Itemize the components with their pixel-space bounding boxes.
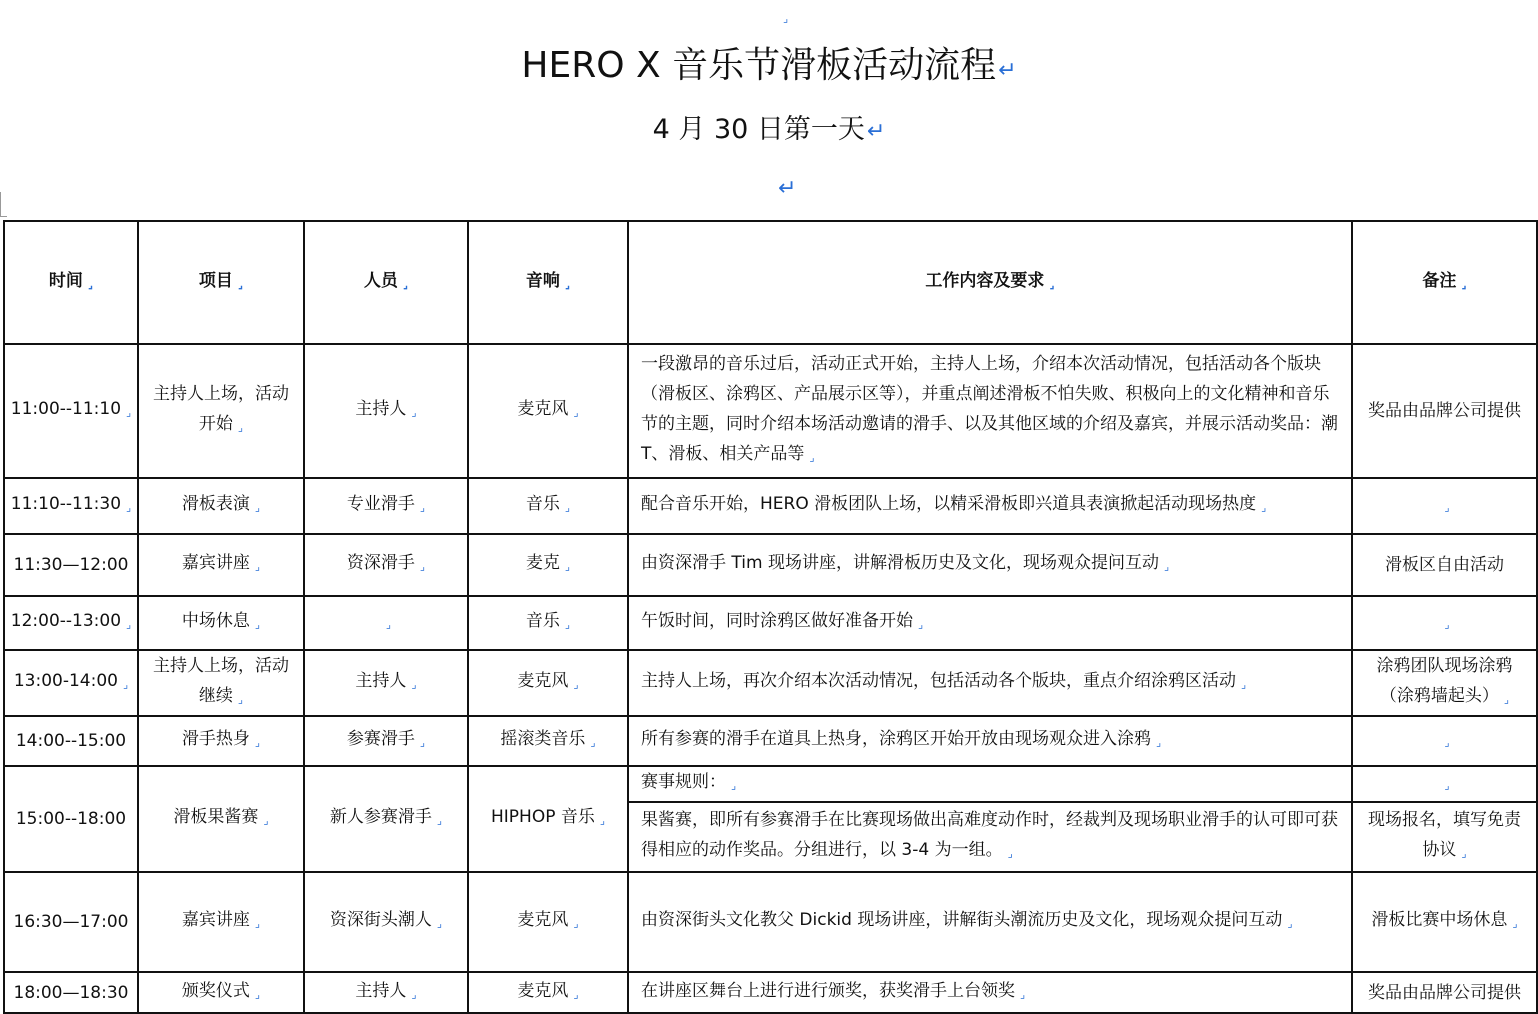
cell-end-mark: ⌟ — [254, 501, 261, 514]
cell-end-mark: ⌟ — [1461, 277, 1467, 291]
cell-end-mark: ⌟ — [254, 987, 261, 1001]
cell-text: 涂鸦团队现场涂鸦（涂鸦墙起头） — [1376, 656, 1513, 706]
cell-end-mark: ⌟ — [122, 678, 129, 691]
cell-end-mark: ⌟ — [731, 779, 737, 792]
cell-note — [1352, 802, 1537, 872]
cell-end-mark: ⌟ — [1049, 277, 1055, 291]
paragraph-mark: ↵ — [778, 176, 797, 201]
table-row — [4, 478, 1537, 534]
schedule-table — [3, 220, 1538, 1014]
cell-end-mark: ⌟ — [411, 678, 417, 691]
cell-end-mark: ⌟ — [263, 814, 269, 827]
cell-staff — [304, 534, 468, 596]
table-row — [4, 650, 1537, 716]
cell-end-mark: ⌟ — [564, 277, 571, 291]
cell-staff — [304, 596, 468, 650]
paragraph-mark: ⌟ — [783, 12, 789, 25]
cell-content — [628, 534, 1352, 596]
cell-content — [628, 716, 1352, 766]
cell-end-mark: ⌟ — [599, 814, 606, 827]
cell-text: 人员 — [363, 270, 398, 291]
cell-time — [4, 716, 138, 766]
cell-text: 主持人 — [355, 399, 407, 419]
cell-text: 午饭时间，同时涂鸦区做好准备开始 — [641, 611, 913, 631]
cell-audio — [468, 650, 628, 716]
cell-text: 滑板表演 — [181, 494, 250, 514]
cell-end-mark: ⌟ — [573, 406, 579, 419]
cell-text: 13:00-14:00 — [13, 671, 118, 691]
cell-text: 资深街头潮人 — [329, 910, 432, 930]
cell-end-mark: ⌟ — [1007, 847, 1013, 860]
cell-end-mark: ⌟ — [1261, 501, 1267, 514]
cell-end-mark: ⌟ — [1163, 560, 1170, 573]
cell-text: 麦克 — [525, 553, 560, 573]
cell-end-mark: ⌟ — [1444, 618, 1450, 631]
cell-text: HIPHOP 音乐 — [490, 807, 595, 827]
cell-content — [628, 344, 1352, 478]
cell-end-mark: ⌟ — [809, 451, 815, 464]
cell-text: 11:00--11:10 — [10, 399, 122, 419]
table-row — [4, 596, 1537, 650]
document-title — [0, 44, 1538, 93]
cell-item — [138, 478, 304, 534]
cell-text: 专业滑手 — [346, 494, 415, 514]
cell-end-mark: ⌟ — [1241, 678, 1247, 691]
cell-end-mark: ⌟ — [1461, 847, 1467, 860]
cell-text: 16:30—17:00 — [13, 912, 129, 932]
cell-text: 一段激昂的音乐过后，活动正式开始，主持人上场，介绍本次活动情况，包括活动各个版块（滑板区、涂鸦区、产品展示区等），并重点阐述滑板不怕失败、积极向上的文化精神和音乐节的主题，同时介绍本场活动邀请的滑手、以及其他区域的介绍及嘉宾，并展示活动奖品：潮 T、滑板、相关产品等 — [641, 354, 1338, 464]
cell-audio — [468, 766, 628, 872]
cell-end-mark: ⌟ — [411, 406, 417, 419]
cell-end-mark: ⌟ — [254, 917, 261, 930]
cell-text: 14:00--15:00 — [15, 731, 127, 751]
cell-audio — [468, 716, 628, 766]
cell-time — [4, 872, 138, 972]
cell-staff — [304, 650, 468, 716]
cell-text: 奖品由品牌公司提供 — [1368, 982, 1521, 1003]
cell-text: 奖品由品牌公司提供 — [1368, 401, 1521, 421]
cell-end-mark: ⌟ — [419, 501, 426, 514]
table-row — [4, 344, 1537, 478]
paragraph-mark: ↵ — [998, 58, 1017, 83]
cell-text: 主持人上场，活动继续 — [153, 656, 289, 706]
cell-text: 嘉宾讲座 — [181, 553, 250, 573]
cell-text: 由资深街头文化教父 Dickid 现场讲座，讲解街头潮流历史及文化，现场观众提问互动 — [641, 910, 1283, 930]
cell-text: 滑板比赛中场休息 — [1371, 910, 1508, 930]
cell-note — [1352, 534, 1537, 596]
cell-end-mark: ⌟ — [590, 736, 596, 749]
cell-text: 赛事规则： — [641, 772, 726, 792]
cell-end-mark: ⌟ — [254, 618, 261, 631]
header-staff — [304, 221, 468, 344]
cell-item — [138, 872, 304, 972]
cell-end-mark: ⌟ — [1287, 917, 1293, 930]
cell-text: 参赛滑手 — [346, 729, 415, 749]
table-row — [4, 534, 1537, 596]
cell-note — [1352, 872, 1537, 972]
cell-content — [628, 478, 1352, 534]
table-row — [4, 972, 1537, 1013]
table-row — [4, 716, 1537, 766]
cell-text: 颁奖仪式 — [181, 980, 250, 1001]
header-audio — [468, 221, 628, 344]
cell-end-mark: ⌟ — [402, 277, 409, 291]
cell-audio — [468, 596, 628, 650]
cell-time — [4, 534, 138, 596]
cell-text: 备注 — [1422, 270, 1457, 291]
cell-end-mark: ⌟ — [436, 917, 443, 930]
cell-text: 麦克风 — [517, 671, 569, 691]
cell-content — [628, 872, 1352, 972]
cell-end-mark: ⌟ — [237, 421, 244, 434]
cell-text: 配合音乐开始，HERO 滑板团队上场，以精采滑板即兴道具表演掀起活动现场热度 — [641, 494, 1257, 514]
cell-end-mark: ⌟ — [1444, 736, 1450, 749]
cell-text: 资深滑手 — [346, 553, 415, 573]
cell-text: 11:10--11:30 — [10, 494, 122, 514]
cell-end-mark: ⌟ — [419, 560, 426, 573]
cell-content — [628, 596, 1352, 650]
cell-staff — [304, 344, 468, 478]
cell-content — [628, 650, 1352, 716]
header-time — [4, 221, 138, 344]
cell-text: 中场休息 — [181, 611, 250, 631]
cell-text: 现场报名，填写免责协议 — [1368, 810, 1521, 860]
cell-item — [138, 596, 304, 650]
cell-text: 滑板果酱赛 — [173, 807, 259, 827]
cell-end-mark: ⌟ — [564, 618, 571, 631]
cell-text: 嘉宾讲座 — [181, 910, 250, 930]
cell-end-mark: ⌟ — [918, 618, 924, 631]
table-header-row — [4, 221, 1537, 344]
cell-text: 主持人 — [355, 671, 407, 691]
cell-text: 15:00--18:00 — [15, 809, 127, 829]
table-row — [4, 872, 1537, 972]
cell-end-mark: ⌟ — [1512, 917, 1518, 930]
cell-end-mark: ⌟ — [1156, 736, 1162, 749]
cell-text: 项目 — [198, 270, 233, 291]
header-note — [1352, 221, 1537, 344]
cell-item — [138, 766, 304, 872]
cell-time — [4, 344, 138, 478]
cell-time — [4, 972, 138, 1013]
cell-text: 麦克风 — [517, 980, 569, 1001]
cell-text: 麦克风 — [517, 399, 569, 419]
cell-text: 新人参赛滑手 — [329, 807, 432, 827]
cell-note — [1352, 716, 1537, 766]
cell-end-mark: ⌟ — [254, 736, 261, 749]
cell-text: 主持人 — [355, 980, 407, 1001]
cell-end-mark: ⌟ — [573, 678, 579, 691]
table-row — [4, 766, 1537, 802]
cell-text: 音乐 — [525, 494, 560, 514]
cell-end-mark: ⌟ — [573, 987, 579, 1001]
cell-audio — [468, 534, 628, 596]
cell-staff — [304, 716, 468, 766]
cell-text: 主持人上场，活动开始 — [153, 384, 289, 434]
cell-audio — [468, 478, 628, 534]
cell-staff — [304, 872, 468, 972]
cell-end-mark: ⌟ — [419, 736, 426, 749]
cell-text: 果酱赛，即所有参赛滑手在比赛现场做出高难度动作时，经裁判及现场职业滑手的认可即可获得相应的动作奖品。分组进行，以 3-4 为一组。 — [641, 810, 1338, 860]
cell-text: 12:00--13:00 — [10, 611, 122, 631]
cell-end-mark: ⌟ — [126, 406, 132, 419]
cell-item — [138, 344, 304, 478]
cell-end-mark: ⌟ — [411, 987, 417, 1001]
cell-end-mark: ⌟ — [564, 501, 571, 514]
cell-audio — [468, 872, 628, 972]
cell-end-mark: ⌟ — [1444, 501, 1450, 514]
document-subtitle — [0, 112, 1538, 150]
header-item — [138, 221, 304, 344]
cell-end-mark: ⌟ — [1503, 693, 1510, 706]
cell-end-mark: ⌟ — [573, 917, 579, 930]
cell-end-mark: ⌟ — [436, 814, 443, 827]
cell-text: 工作内容及要求 — [925, 270, 1045, 291]
cell-content-rules — [628, 766, 1352, 802]
cell-text: 主持人上场，再次介绍本次活动情况，包括活动各个版块，重点介绍涂鸦区活动 — [641, 671, 1236, 691]
cell-note — [1352, 344, 1537, 478]
cell-audio — [468, 972, 628, 1013]
cell-item — [138, 650, 304, 716]
cell-end-mark: ⌟ — [385, 618, 392, 631]
cell-text: 滑手热身 — [181, 729, 250, 749]
cell-staff — [304, 972, 468, 1013]
cell-time — [4, 650, 138, 716]
cell-staff — [304, 766, 468, 872]
cell-end-mark: ⌟ — [1020, 987, 1026, 1001]
cell-end-mark: ⌟ — [87, 277, 94, 291]
cell-text: 由资深滑手 Tim 现场讲座，讲解滑板历史及文化，现场观众提问互动 — [641, 553, 1159, 573]
cell-text: 麦克风 — [517, 910, 569, 930]
cell-item — [138, 534, 304, 596]
cell-end-mark: ⌟ — [564, 560, 571, 573]
subtitle-text: 4 月 30 日第一天 — [652, 114, 865, 145]
title-text: HERO X 音乐节滑板活动流程 — [521, 45, 997, 86]
cell-text: 11:30—12:00 — [13, 555, 129, 575]
cell-text: 音乐 — [525, 611, 560, 631]
cell-end-mark: ⌟ — [254, 560, 261, 573]
cell-time — [4, 478, 138, 534]
cell-note — [1352, 766, 1537, 802]
cell-note — [1352, 650, 1537, 716]
margin-corner-marker — [0, 192, 7, 217]
cell-item — [138, 716, 304, 766]
cell-end-mark: ⌟ — [126, 501, 132, 514]
cell-time — [4, 596, 138, 650]
cell-note — [1352, 596, 1537, 650]
cell-audio — [468, 344, 628, 478]
cell-content — [628, 972, 1352, 1013]
cell-text: 滑板区自由活动 — [1385, 555, 1504, 575]
header-content — [628, 221, 1352, 344]
cell-note — [1352, 972, 1537, 1013]
cell-staff — [304, 478, 468, 534]
cell-time — [4, 766, 138, 872]
cell-note — [1352, 478, 1537, 534]
cell-item — [138, 972, 304, 1013]
cell-end-mark: ⌟ — [237, 693, 244, 706]
paragraph-mark: ↵ — [866, 119, 886, 144]
cell-text: 18:00—18:30 — [13, 982, 129, 1003]
cell-text: 摇滚类音乐 — [500, 729, 586, 749]
cell-content — [628, 802, 1352, 872]
cell-end-mark: ⌟ — [126, 618, 132, 631]
cell-text: 音响 — [525, 270, 560, 291]
cell-text: 时间 — [48, 270, 83, 291]
cell-text: 在讲座区舞台上进行进行颁奖，获奖滑手上台领奖 — [641, 980, 1015, 1001]
cell-end-mark: ⌟ — [1444, 779, 1450, 792]
cell-text: 所有参赛的滑手在道具上热身，涂鸦区开始开放由现场观众进入涂鸦 — [641, 729, 1151, 749]
cell-end-mark: ⌟ — [237, 277, 244, 291]
